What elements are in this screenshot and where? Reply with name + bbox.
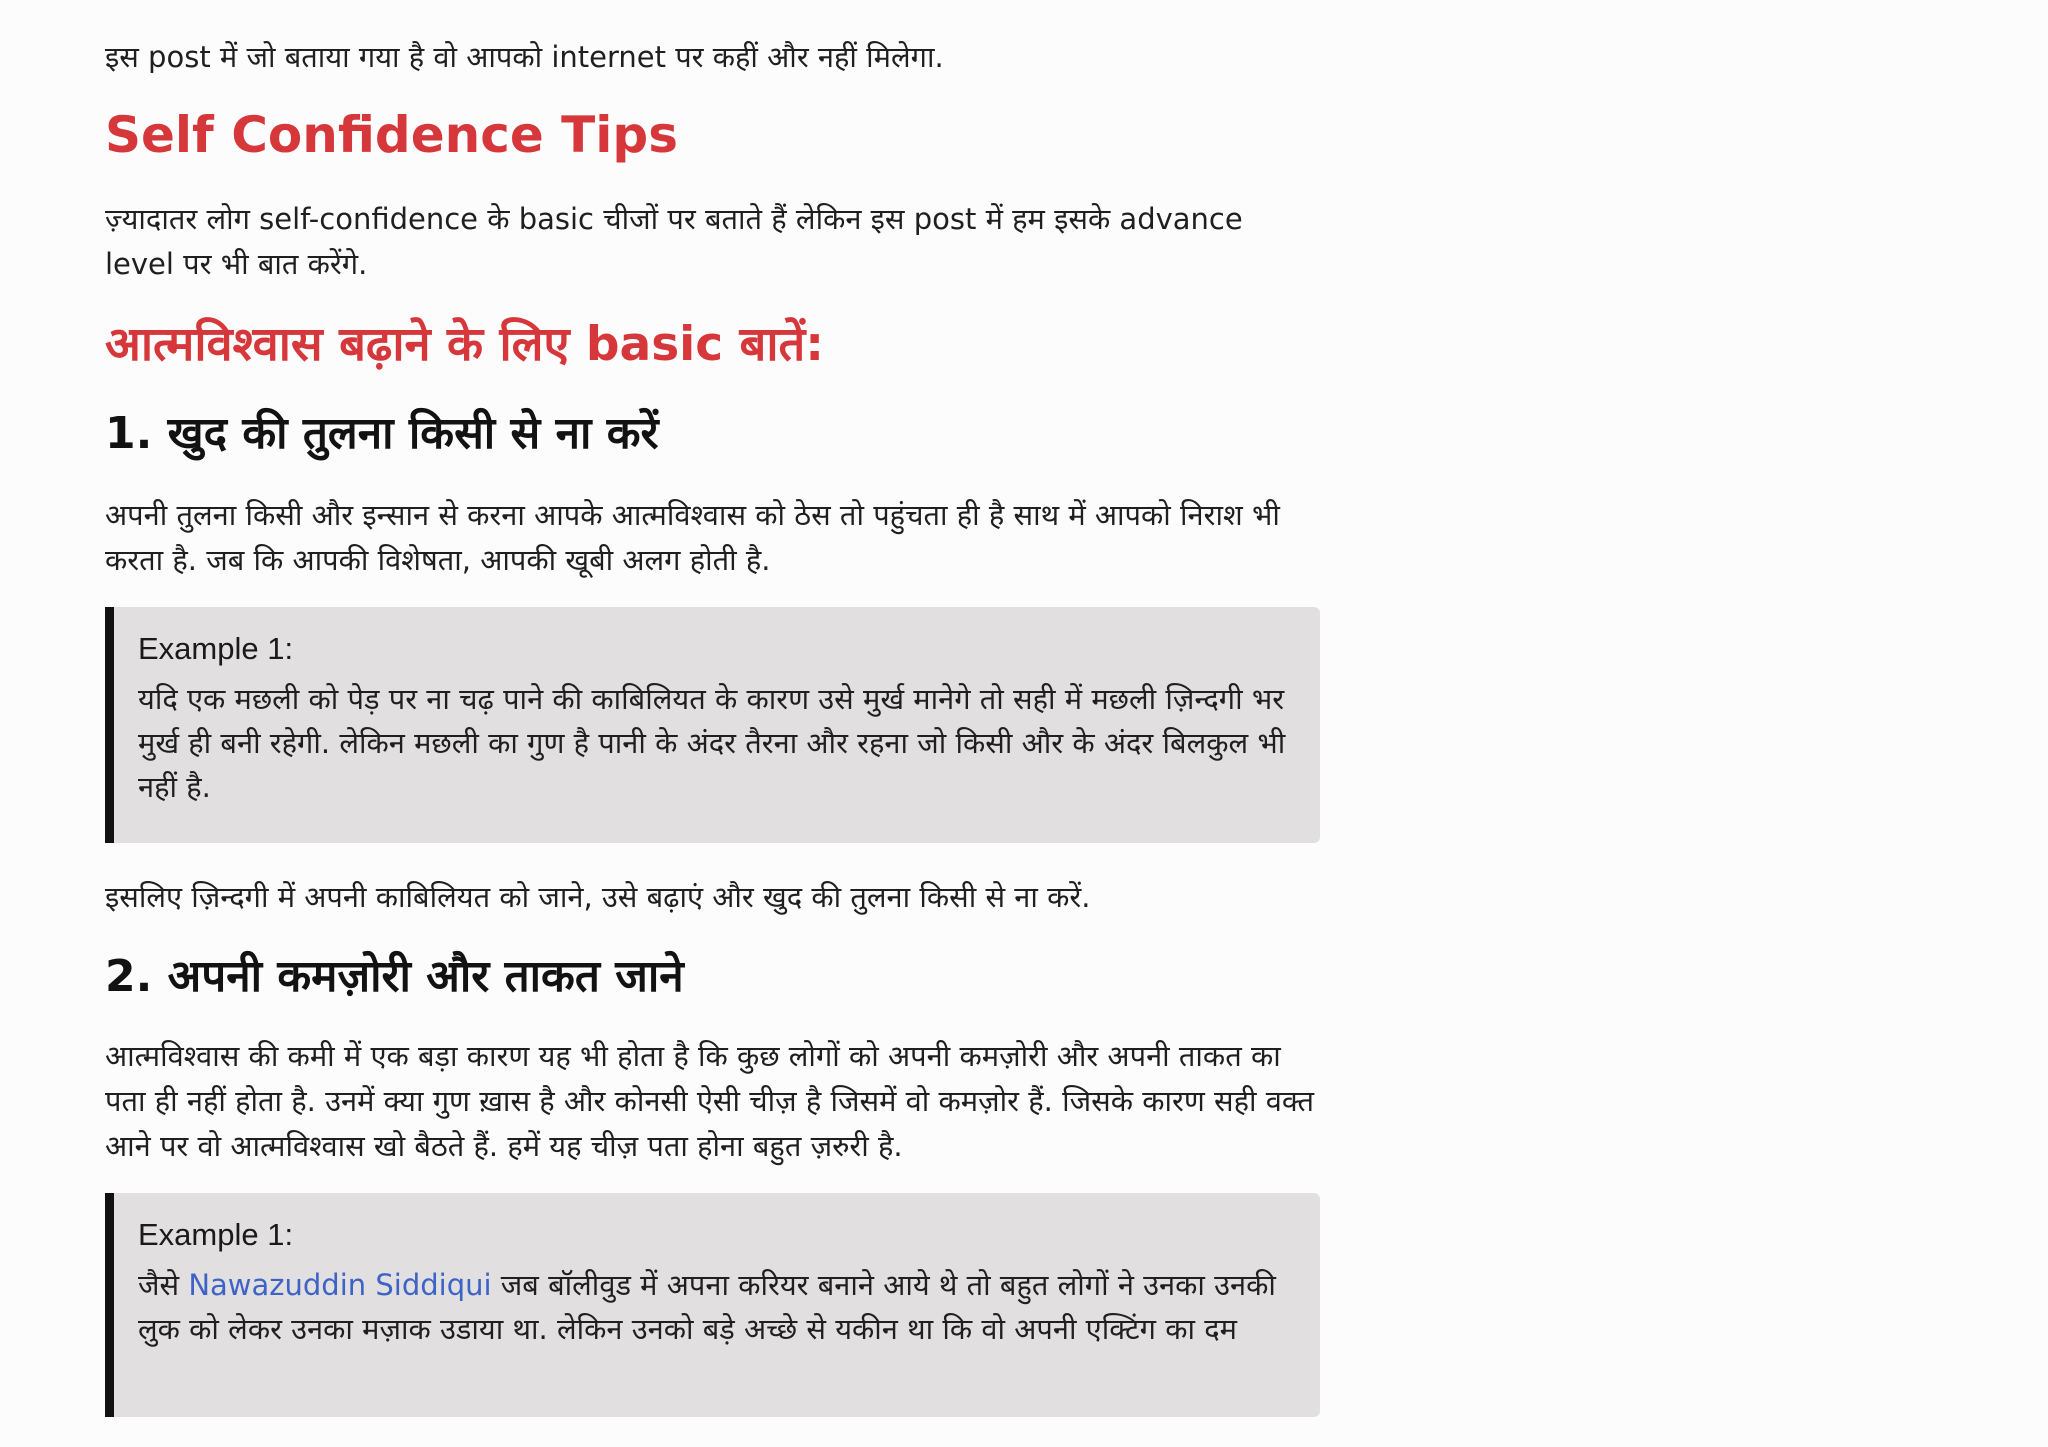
lead-paragraph: ज़्यादातर लोग self-confidence के basic चीजों पर बताते हैं लेकिन इस post में हम इसके advance level पर भी बात करेंगे. xyxy=(105,202,1243,281)
section-2-body: आत्मविश्वास की कमी में एक बड़ा कारण यह भी होता है कि कुछ लोगों को अपनी कमज़ोरी और अपनी ताकत का पता ही नहीं होता है. उनमें क्या गुण ख़ास है और कोनसी ऐसी चीज़ है जिसमें वो कमज़ोर हैं. जिसके कारण सही वक्त आने पर वो आत्मविश्वास खो बैठते हैं. हमें यह चीज़ पता होना बहुत ज़रुरी है. xyxy=(105,1039,1314,1163)
nawazuddin-siddiqui-link[interactable]: Nawazuddin Siddiqui xyxy=(188,1268,492,1302)
example-label: Example 1: xyxy=(138,631,294,666)
example-text: यदि एक मछली को पेड़ पर ना चढ़ पाने की काबिलियत के कारण उसे मुर्ख मानेगे तो सही में मछली ज़िन्दगी भर मुर्ख ही बनी रहेगी. लेकिन मछली का गुण है पानी के अंदर तैरना और रहना जो किसी और के अंदर बिलकुल भी नहीं है. xyxy=(138,682,1286,804)
section-1-conclusion: इसलिए ज़िन्दगी में अपनी काबिलियत को जाने, उसे बढ़ाएं और खुद की तुलना किसी से ना करें. xyxy=(105,880,1091,914)
example-text xyxy=(138,1263,1296,1351)
section-1-example-quote xyxy=(105,607,1320,843)
example-suffix: जब बॉलीवुड में अपना करियर बनाने आये थे तो बहुत लोगों ने उनका उनकी लुक को लेकर उनका मज़ाक उडाया था. लेकिन उनको बड़े अच्छे से यकीन था कि वो अपनी एक्टिंग का दम xyxy=(138,1268,1276,1346)
page-title: Self Confidence Tips xyxy=(105,106,678,164)
section-1-body: अपनी तुलना किसी और इन्सान से करना आपके आत्मविश्वास को ठेस तो पहुंचता ही है साथ में आपको निराश भी करता है. जब कि आपकी विशेषता, आपकी खूबी अलग होती है. xyxy=(105,498,1280,577)
section-2-heading: 2. अपनी कमज़ोरी और ताकत जाने xyxy=(105,951,684,1002)
intro-paragraph: इस post में जो बताया गया है वो आपको internet पर कहीं और नहीं मिलेगा. xyxy=(105,40,944,74)
example-label: Example 1: xyxy=(138,1217,294,1252)
basics-heading: आत्मविश्वास बढ़ाने के लिए basic बातें: xyxy=(105,317,825,372)
section-2-example-quote xyxy=(105,1193,1320,1417)
section-1-heading: 1. खुद की तुलना किसी से ना करें xyxy=(105,408,659,459)
example-prefix: जैसे xyxy=(138,1268,180,1302)
